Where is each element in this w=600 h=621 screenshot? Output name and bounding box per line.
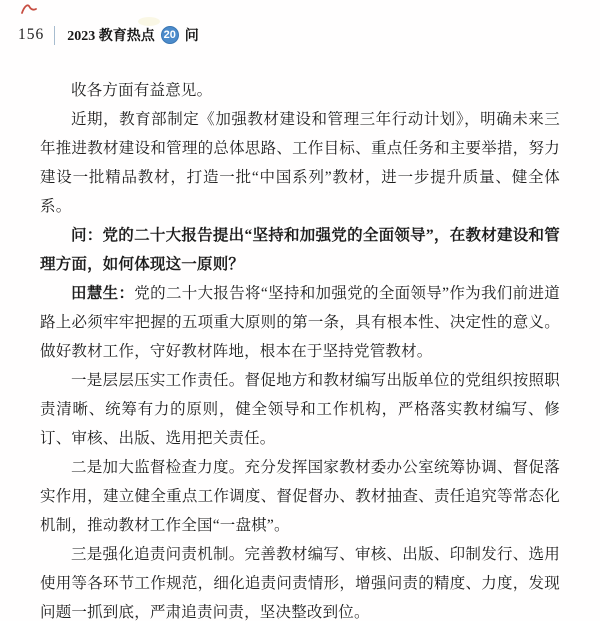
answer-text: 党的二十大报告将“坚持和加强党的全面领导”作为我们前进道路上必须牢牢把握的五项重大原则的第一条，具有根本性、决定性的意义。做好教材工作，守好教材阵地，根本在于坚持党管教材。 — [40, 285, 560, 360]
paragraph: 三是强化追责问责机制。完善教材编写、审核、出版、印制发行、选用使用等各环节工作规范，细化追责问责情形，增强问责的精度、力度，发现问题一抓到底，严肃追责问责，坚决整改到位。 — [40, 546, 560, 621]
book-title-prefix: 2023 教育热点 — [67, 29, 155, 44]
paragraph: 二是加大监督检查力度。充分发挥国家教材委办公室统筹协调、督促落实作用，建立健全重点工作调度、督促督办、教材抽查、责任追究等常态化机制，推动教材工作全国“一盘棋”。 — [40, 459, 560, 534]
red-pen-mark-icon — [20, 2, 38, 18]
badge-20: 20 — [161, 26, 179, 44]
page-header — [18, 24, 199, 46]
page-number: 156 — [18, 26, 45, 43]
paragraph: 近期，教育部制定《加强教材建设和管理三年行动计划》，明确未来三年推进教材建设和管理的总体思路、工作目标、重点任务和主要举措，努力建设一批精品教材，打造一批“中国系列”教材，进一步提升质量、健全体系。 — [40, 111, 560, 215]
question-paragraph: 问：党的二十大报告提出“坚持和加强党的全面领导”，在教材建设和管理方面，如何体现这一原则？ — [40, 227, 560, 273]
paragraph-continuation: 收各方面有益意见。 — [71, 82, 213, 99]
book-title — [67, 25, 199, 45]
speaker-name: 田慧生： — [71, 285, 135, 302]
book-title-suffix: 问 — [184, 29, 199, 44]
paragraph: 一是层层压实工作责任。督促地方和教材编写出版单位的党组织按照职责清晰、统筹有力的原则，健全领导和工作机构，严格落实教材编写、修订、审核、出版、选用把关责任。 — [40, 372, 560, 447]
page-body — [40, 76, 560, 621]
answer-paragraph — [40, 279, 560, 366]
header-divider — [54, 26, 55, 45]
